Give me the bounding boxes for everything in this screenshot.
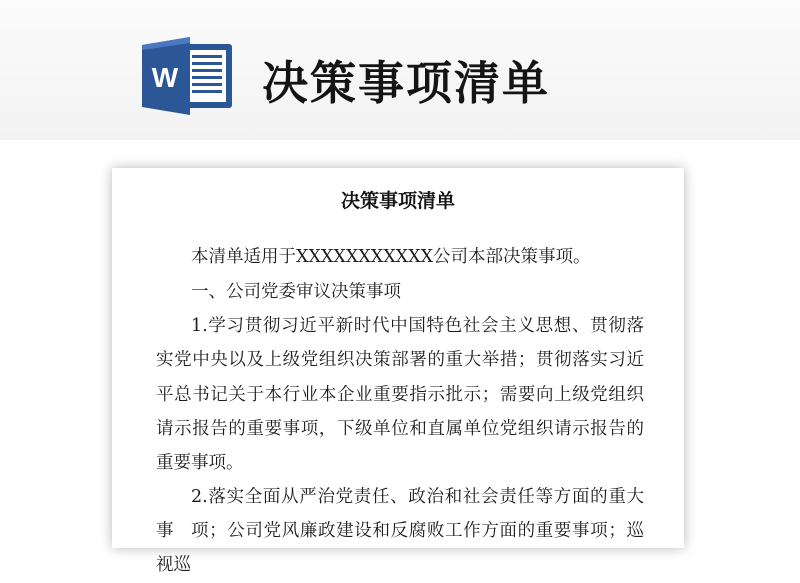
paragraph-item-2: 2.落实全面从严治党责任、政治和社会责任等方面的重大事 (156, 487, 644, 542)
section-heading: 一、公司党委审议决策事项 (191, 282, 401, 302)
page-title: 决策事项清单 (262, 56, 550, 110)
document-title: 决策事项清单 (340, 190, 455, 212)
paragraph-item-2-continued: 项；公司党风廉政建设和反腐败工作方面的重要事项；巡视巡 (156, 521, 644, 576)
document-page (112, 168, 684, 576)
paragraph-scope: 本清单适用于XXXXXXXXXXX公司本部决策事项。 (191, 247, 591, 267)
header-banner (0, 0, 800, 140)
paragraph-item-1: 1.学习贯彻习近平新时代中国特色社会主义思想、贯彻落实党中央以及上级党组织决策部署的重大举措；贯彻落实习近平总书记关于本行业本企业重要指示批示；需要向上级党组织请示报告的重要事项，下级单位和直属单位党组织请示报告的重要事项。 (156, 316, 644, 474)
word-logo-letter: W (151, 62, 179, 93)
word-document-icon (142, 37, 234, 115)
